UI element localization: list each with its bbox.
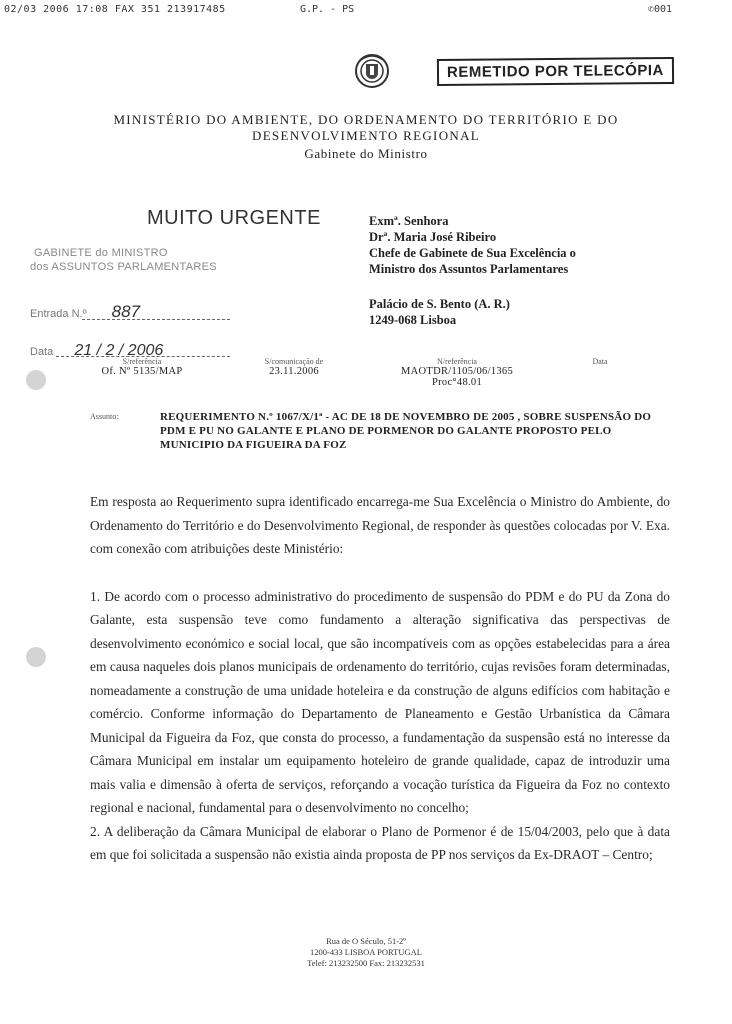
telecopy-stamp: REMETIDO POR TELECÓPIA bbox=[437, 57, 674, 86]
received-stamp bbox=[30, 246, 217, 274]
reference-s-comunicacao bbox=[244, 357, 344, 377]
recipient-address-1: Palácio de S. Bento (A. R.) bbox=[369, 297, 510, 311]
reference-value: MAOTDR/1105/06/1365 bbox=[400, 366, 514, 377]
reference-value: Of. Nº 5135/MAP bbox=[101, 366, 183, 377]
received-stamp-line-1: GABINETE do MINISTRO bbox=[34, 247, 168, 259]
data-label: Data bbox=[30, 346, 54, 358]
recipient-block bbox=[369, 213, 576, 277]
urgent-stamp: MUITO URGENTE bbox=[147, 207, 321, 229]
reference-n-ref bbox=[392, 357, 522, 388]
reference-s-ref bbox=[92, 357, 192, 377]
footer-line-1: Rua de O Século, 51-2º bbox=[326, 936, 406, 946]
reference-data bbox=[570, 357, 630, 366]
fax-page-number: ✆001 bbox=[648, 4, 673, 15]
coat-of-arms-icon bbox=[353, 52, 391, 90]
footer-line-3: Telef: 213232500 Fax: 213232531 bbox=[307, 958, 425, 968]
reference-value-2: Proc°48.01 bbox=[431, 377, 483, 388]
cabinet-name: Gabinete do Ministro bbox=[304, 146, 428, 161]
recipient-address-2: 1249-068 Lisboa bbox=[369, 313, 457, 327]
ministry-line-1: MINISTÉRIO DO AMBIENTE, DO ORDENAMENTO DO TERRITÓRIO E DO bbox=[113, 112, 619, 127]
reference-value: 23.11.2006 bbox=[269, 366, 319, 377]
body-intro: Em resposta ao Requerimento supra identificado encarrega-me Sua Excelência o Ministro do Ambiente, do Ordenamento do Território e do Desenvolvimento Regional, de responder às questões colocadas por V. Exa. com conexão com atribuições deste Ministério: bbox=[90, 494, 670, 556]
reference-label: Data bbox=[592, 357, 608, 366]
recipient-title-2: Ministro dos Assuntos Parlamentares bbox=[369, 262, 569, 276]
fax-header-center: G.P. - PS bbox=[300, 4, 355, 15]
received-stamp-line-2: dos ASSUNTOS PARLAMENTARES bbox=[30, 261, 217, 273]
subject-label: Assunto: bbox=[90, 412, 119, 421]
recipient-salutation: Exmª. Senhora bbox=[369, 214, 449, 228]
punch-hole-bottom bbox=[26, 647, 46, 667]
reference-label: S/referência bbox=[122, 357, 162, 366]
recipient-title-1: Chefe de Gabinete de Sua Excelência o bbox=[369, 246, 576, 260]
subject-text: REQUERIMENTO N.º 1067/X/1ª - AC DE 18 DE NOVEMBRO DE 2005 , SOBRE SUSPENSÃO DO PDM E PU NO GALANTE E PLANO DE PORMENOR DO GALANTE PROPOSTO PELO MUNICIPIO DA FIGUEIRA DA FOZ bbox=[160, 411, 652, 451]
footer-address bbox=[0, 936, 732, 969]
entrada-label: Entrada N.º bbox=[30, 308, 87, 320]
entrada-value: 887 bbox=[111, 302, 141, 321]
data-value: 21 / 2 / 2006 bbox=[74, 342, 164, 359]
body-item-1: 1. De acordo com o processo administrativo do procedimento de suspensão do PDM e do PU da Zona do Galante, esta suspensão teve como fundamento a alteração significativa das perspectivas de desenvolvimento económico e social local, que são incompatíveis com as opções estabelecidas para a área em causa naqueles dois planos municipais de ordenamento do território, cujas revisões foram determinadas, nomeadamente a construção de uma unidade hoteleira e da construção de alguns edifícios com habitação e comércio. Conforme informação do Departamento de Planeamento e Gestão Urbanística da Câmara Municipal da Figueira da Foz, que consta do processo, a fundamentação da suspensão está no interesse da Câmara Municipal em instalar um equipamento hoteleiro de grande qualidade, capaz de introduzir uma mais valia e dimensão à oferta de serviços, reforçando a vocação turística da Figueira da Foz no contexto regional e nacional, fundamental para o desenvolvimento no concelho; bbox=[90, 588, 670, 815]
fax-header-left: 02/03 2006 17:08 FAX 351 213917485 bbox=[4, 4, 226, 15]
ministry-heading bbox=[0, 112, 732, 144]
entrada-underline bbox=[82, 319, 230, 320]
recipient-address bbox=[369, 296, 510, 328]
ministry-line-2: DESENVOLVIMENTO REGIONAL bbox=[252, 128, 480, 143]
recipient-name: Drª. Maria José Ribeiro bbox=[369, 230, 497, 244]
footer-line-2: 1200-433 LISBOA PORTUGAL bbox=[310, 947, 422, 957]
reference-label: N/referência bbox=[437, 357, 477, 366]
reference-label: S/comunicação de bbox=[264, 357, 324, 366]
punch-hole-top bbox=[26, 370, 46, 390]
letter-body bbox=[90, 490, 670, 867]
body-item-2: 2. A deliberação da Câmara Municipal de elaborar o Plano de Pormenor é de 15/04/2003, pelo que à data em que foi solicitada a suspensão não existia ainda proposta de PP nos serviços da Ex-DRAOT – Centro; bbox=[90, 823, 670, 862]
